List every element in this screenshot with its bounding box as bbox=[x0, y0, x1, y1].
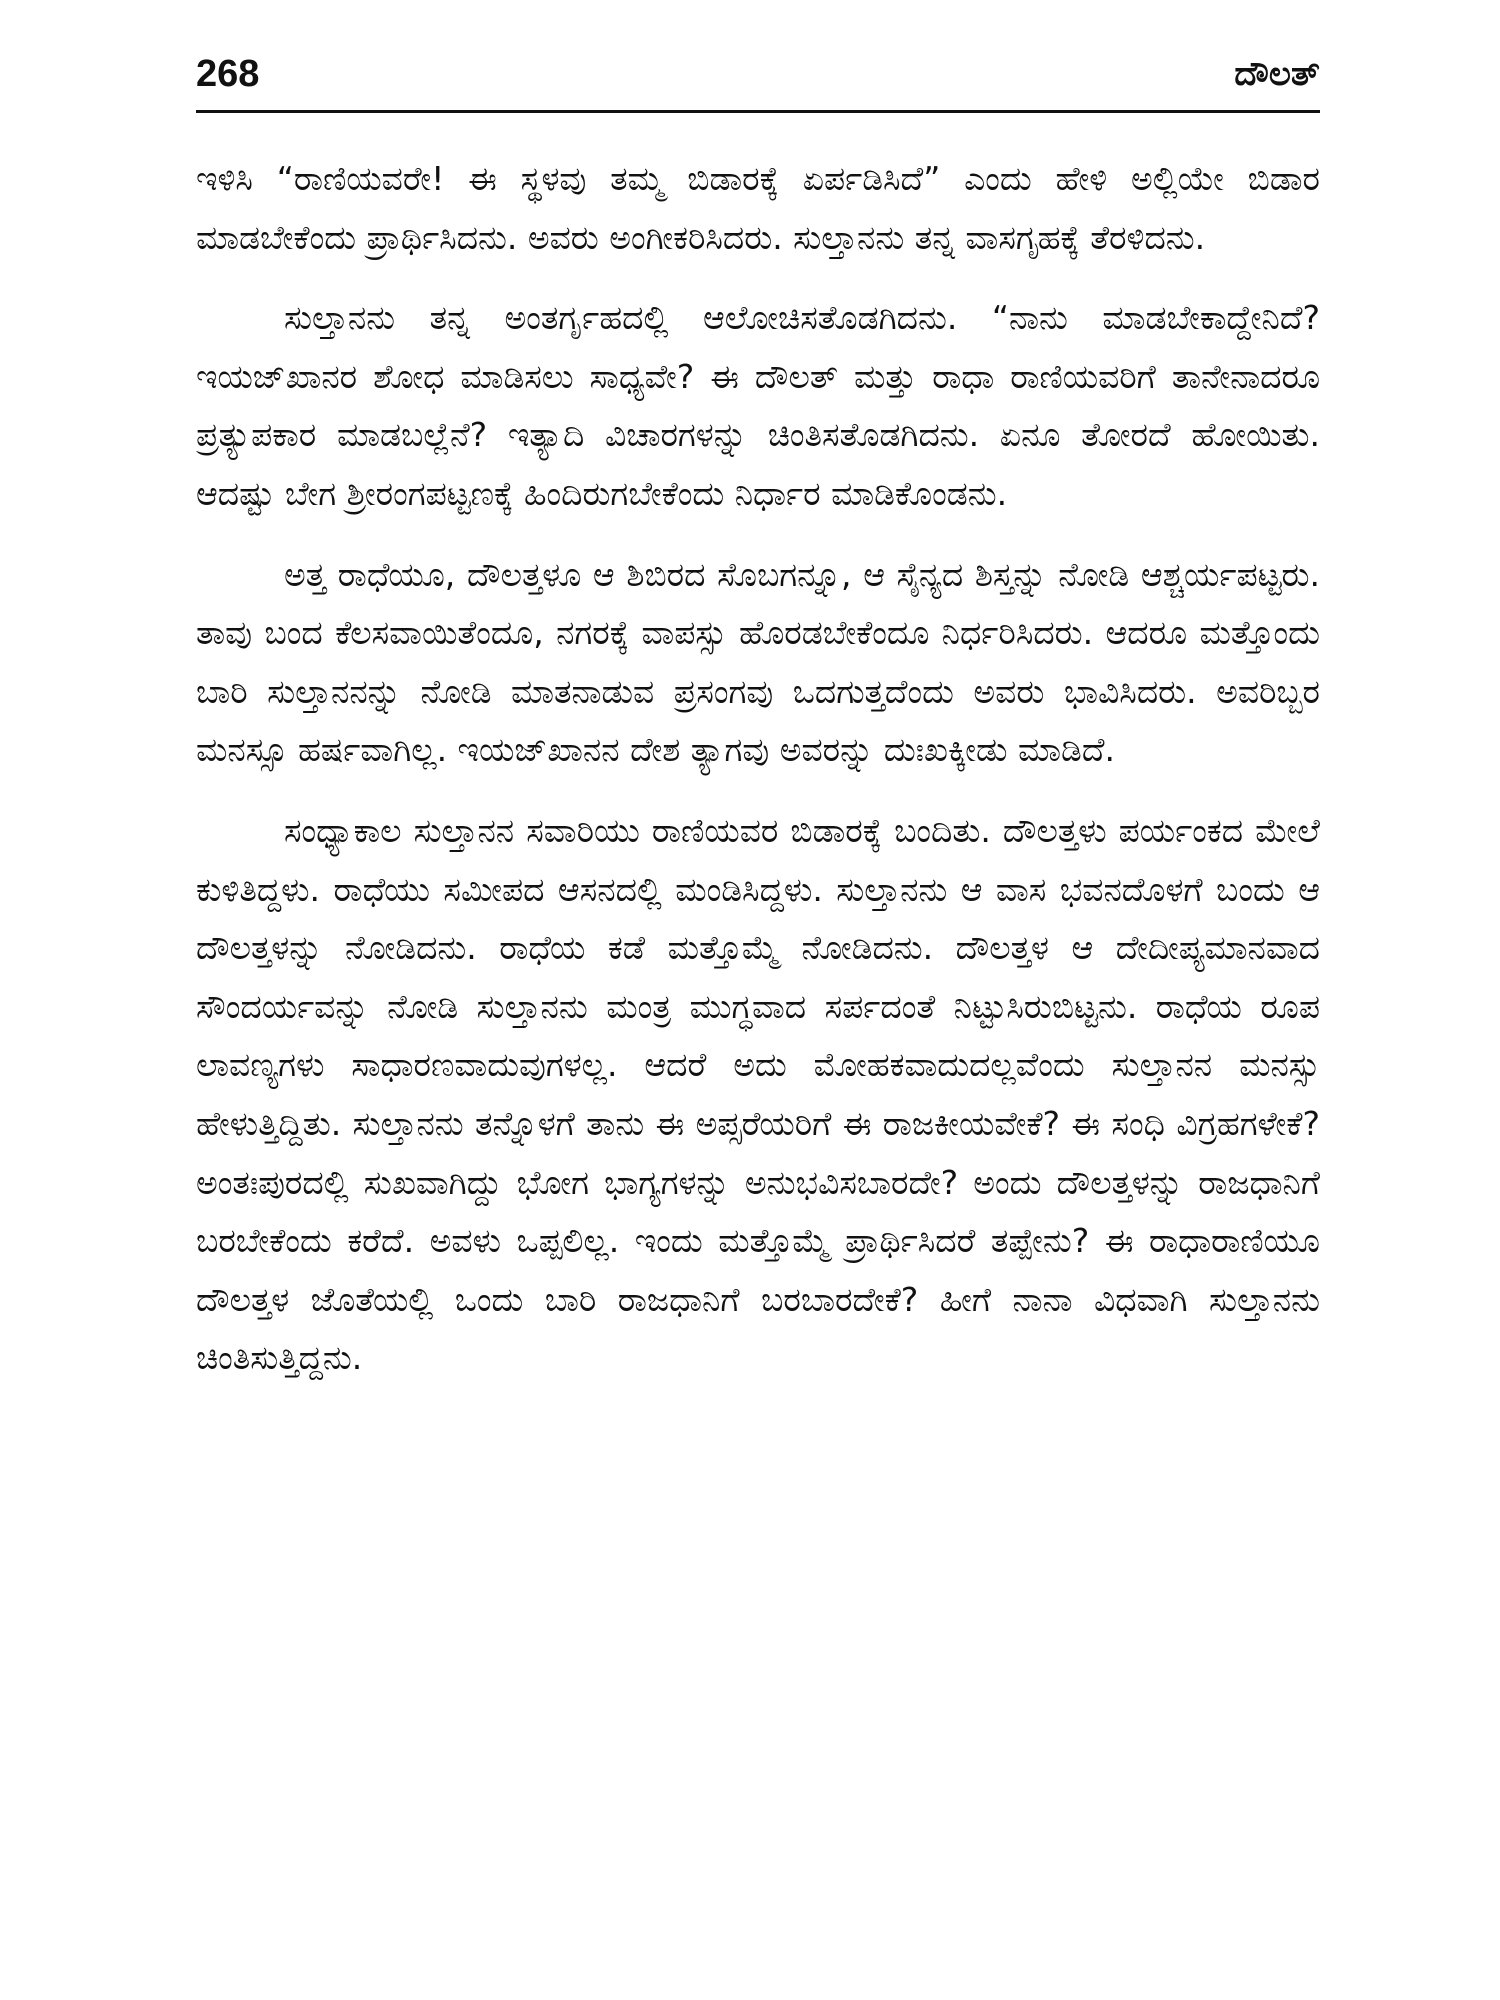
paragraph-4: ಸಂಧ್ಯಾಕಾಲ ಸುಲ್ತಾನನ ಸವಾರಿಯು ರಾಣಿಯವರ ಬಿಡಾರಕ್ಕೆ ಬಂದಿತು. ದೌಲತ್ತಳು ಪರ್ಯಂಕದ ಮೇಲೆ ಕುಳಿತಿದ್ದಳು. ರಾಧೆಯು ಸಮೀಪದ ಆಸನದಲ್ಲಿ ಮಂಡಿಸಿದ್ದಳು. ಸುಲ್ತಾನನು ಆ ವಾಸ ಭವನದೊಳಗೆ ಬಂದು ಆ ದೌಲತ್ತಳನ್ನು ನೋಡಿದನು. ರಾಧೆಯ ಕಡೆ ಮತ್ತೊಮ್ಮೆ ನೋಡಿದನು. ದೌಲತ್ತಳ ಆ ದೇದೀಪ್ಯಮಾನವಾದ ಸೌಂದರ್ಯವನ್ನು ನೋಡಿ ಸುಲ್ತಾನನು ಮಂತ್ರ ಮುಗ್ಧವಾದ ಸರ್ಪದಂತೆ ನಿಟ್ಟುಸಿರುಬಿಟ್ಟನು. ರಾಧೆಯ ರೂಪ ಲಾವಣ್ಯಗಳು ಸಾಧಾರಣವಾದುವುಗಳಲ್ಲ. ಆದರೆ ಅದು ಮೋಹಕವಾದುದಲ್ಲವೆಂದು ಸುಲ್ತಾನನ ಮನಸ್ಸು ಹೇಳುತ್ತಿದ್ದಿತು. ಸುಲ್ತಾನನು ತನ್ನೊಳಗೆ ತಾನು ಈ ಅಪ್ಸರೆಯರಿಗೆ ಈ ರಾಜಕೀಯವೇಕೆ? ಈ ಸಂಧಿ ವಿಗ್ರಹಗಳೇಕೆ? ಅಂತಃಪುರದಲ್ಲಿ ಸುಖವಾಗಿದ್ದು ಭೋಗ ಭಾಗ್ಯಗಳನ್ನು ಅನುಭವಿಸಬಾರದೇ? ಅಂದು ದೌಲತ್ತಳನ್ನು ರಾಜಧಾನಿಗೆ ಬರಬೇಕೆಂದು ಕರೆದೆ. ಅವಳು ಒಪ್ಪಲಿಲ್ಲ. ಇಂದು ಮತ್ತೊಮ್ಮೆ ಪ್ರಾರ್ಥಿಸಿದರೆ ತಪ್ಪೇನು? ಈ ರಾಧಾರಾಣಿಯೂ ದೌಲತ್ತಳ ಜೊತೆಯಲ್ಲಿ ಒಂದು ಬಾರಿ ರಾಜಧಾನಿಗೆ ಬರಬಾರದೇಕೆ? ಹೀಗೆ ನಾನಾ ವಿಧವಾಗಿ ಸುಲ್ತಾನನು ಚಿಂತಿಸುತ್ತಿದ್ದನು. bbox=[196, 810, 1320, 1378]
page-number: 268 bbox=[196, 53, 260, 95]
header-rule bbox=[196, 110, 1320, 113]
running-title: ದೌಲತ್ bbox=[1234, 54, 1320, 94]
page-body bbox=[196, 150, 1320, 1410]
paragraph-1: ಇಳಿಸಿ “ರಾಣಿಯವರೇ! ಈ ಸ್ಥಳವು ತಮ್ಮ ಬಿಡಾರಕ್ಕೆ ಏರ್ಪಡಿಸಿದೆ” ಎಂದು ಹೇಳಿ ಅಲ್ಲಿಯೇ ಬಿಡಾರ ಮಾಡಬೇಕೆಂದು ಪ್ರಾರ್ಥಿಸಿದನು. ಅವರು ಅಂಗೀಕರಿಸಿದರು. ಸುಲ್ತಾನನು ತನ್ನ ವಾಸಗೃಹಕ್ಕೆ ತೆರಳಿದನು. bbox=[196, 159, 1320, 257]
paragraph-2: ಸುಲ್ತಾನನು ತನ್ನ ಅಂತರ್ಗೃಹದಲ್ಲಿ ಆಲೋಚಿಸತೊಡಗಿದನು. “ನಾನು ಮಾಡಬೇಕಾದ್ದೇನಿದೆ? ಇಯಜ್‌ಖಾನರ ಶೋಧ ಮಾಡಿಸಲು ಸಾಧ್ಯವೇ? ಈ ದೌಲತ್ ಮತ್ತು ರಾಧಾ ರಾಣಿಯವರಿಗೆ ತಾನೇನಾದರೂ ಪ್ರತ್ಯುಪಕಾರ ಮಾಡಬಲ್ಲೆನೆ? ಇತ್ಯಾದಿ ವಿಚಾರಗಳನ್ನು ಚಿಂತಿಸತೊಡಗಿದನು. ಏನೂ ತೋರದೆ ಹೋಯಿತು. ಆದಷ್ಟು ಬೇಗ ಶ್ರೀರಂಗಪಟ್ಟಣಕ್ಕೆ ಹಿಂದಿರುಗಬೇಕೆಂದು ನಿರ್ಧಾರ ಮಾಡಿಕೊಂಡನು. bbox=[196, 298, 1320, 513]
paragraph-3: ಅತ್ತ ರಾಧೆಯೂ, ದೌಲತ್ತಳೂ ಆ ಶಿಬಿರದ ಸೊಬಗನ್ನೂ, ಆ ಸೈನ್ಯದ ಶಿಸ್ತನ್ನು ನೋಡಿ ಆಶ್ಚರ್ಯಪಟ್ಟರು. ತಾವು ಬಂದ ಕೆಲಸವಾಯಿತೆಂದೂ, ನಗರಕ್ಕೆ ವಾಪಸ್ಸು ಹೊರಡಬೇಕೆಂದೂ ನಿರ್ಧರಿಸಿದರು. ಆದರೂ ಮತ್ತೊಂದು ಬಾರಿ ಸುಲ್ತಾನನನ್ನು ನೋಡಿ ಮಾತನಾಡುವ ಪ್ರಸಂಗವು ಒದಗುತ್ತದೆಂದು ಅವರು ಭಾವಿಸಿದರು. ಅವರಿಬ್ಬರ ಮನಸ್ಸೂ ಹರ್ಷವಾಗಿಲ್ಲ. ಇಯಜ್‌ಖಾನನ ದೇಶ ತ್ಯಾಗವು ಅವರನ್ನು ದುಃಖಕ್ಕೀಡು ಮಾಡಿದೆ. bbox=[196, 554, 1320, 770]
page-header bbox=[196, 48, 1320, 102]
